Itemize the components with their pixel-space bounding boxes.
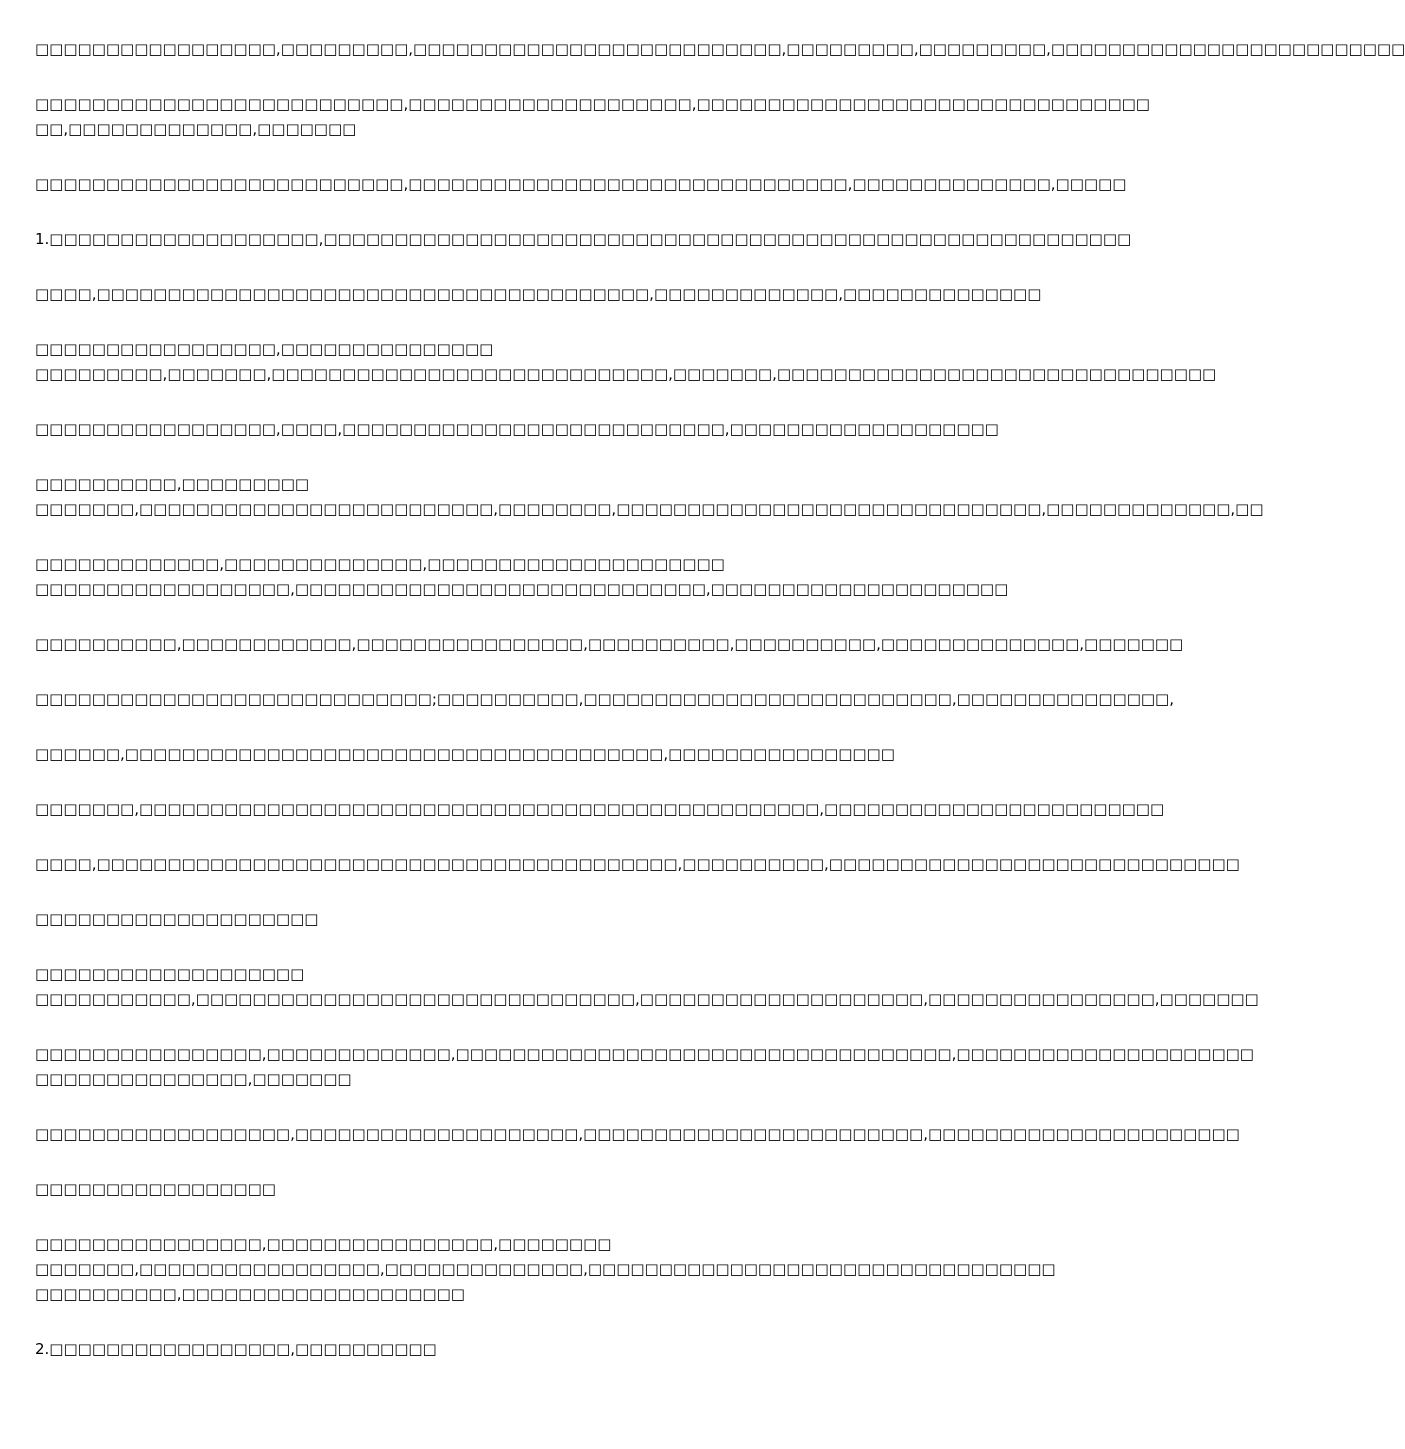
text-line-5: 1.□□□□□□□□□□□□□□□□□□□,□□□□□□□□□□□□□□□□□□□□□□□□□□□□□□□□□□□□□□□□□□□□□□□□□□□□□□□□□ [35,230,1132,248]
text-line-7: □□□□□□□□□□□□□□□□□,□□□□□□□□□□□□□□□ [35,340,494,358]
text-line-1: □□□□□□□□□□□□□□□□□,□□□□□□□□□,□□□□□□□□□□□□□□□□□□□□□□□□□□,□□□□□□□□□,□□□□□□□□□,□□□□□□□□□□□□□□□□□□□□□□□□□ [35,40,1405,58]
text-line-20: □□□□□□□□□□□□□□□□□□□ [35,965,305,983]
text-line-12: □□□□□□□□□□□□□,□□□□□□□□□□□□□□,□□□□□□□□□□□□□□□□□□□□□ [35,555,725,573]
text-line-17: □□□□□□□,□□□□□□□□□□□□□□□□□□□□□□□□□□□□□□□□□□□□□□□□□□□□□□□□,□□□□□□□□□□□□□□□□□□□□□□□□ [35,800,1165,818]
text-line-8: □□□□□□□□□,□□□□□□□,□□□□□□□□□□□□□□□□□□□□□□□□□□□□,□□□□□□□,□□□□□□□□□□□□□□□□□□□□□□□□□□□□□□□ [35,365,1217,383]
text-line-2: □□□□□□□□□□□□□□□□□□□□□□□□□□,□□□□□□□□□□□□□□□□□□□□,□□□□□□□□□□□□□□□□□□□□□□□□□□□□□□□□ [35,95,1150,113]
text-line-27: □□□□□□□,□□□□□□□□□□□□□□□□□,□□□□□□□□□□□□□□,□□□□□□□□□□□□□□□□□□□□□□□□□□□□□□□□□ [35,1260,1056,1278]
text-line-6: □□□□,□□□□□□□□□□□□□□□□□□□□□□□□□□□□□□□□□□□□□□□,□□□□□□□□□□□□□,□□□□□□□□□□□□□□ [35,285,1042,303]
text-line-21: □□□□□□□□□□□,□□□□□□□□□□□□□□□□□□□□□□□□□□□□□□□,□□□□□□□□□□□□□□□□□□□□,□□□□□□□□□□□□□□□□,□□□□□□□ [35,990,1259,1008]
text-line-29: 2.□□□□□□□□□□□□□□□□□,□□□□□□□□□□ [35,1340,437,1358]
text-line-23: □□□□□□□□□□□□□□□,□□□□□□□ [35,1070,352,1088]
text-line-16: □□□□□□,□□□□□□□□□□□□□□□□□□□□□□□□□□□□□□□□□□□□□□,□□□□□□□□□□□□□□□□ [35,745,895,763]
text-line-15: □□□□□□□□□□□□□□□□□□□□□□□□□□□□;□□□□□□□□□□,□□□□□□□□□□□□□□□□□□□□□□□□□□,□□□□□□□□□□□□□□□, [35,690,1174,708]
text-line-14: □□□□□□□□□□,□□□□□□□□□□□□,□□□□□□□□□□□□□□□□,□□□□□□□□□□,□□□□□□□□□□,□□□□□□□□□□□□□□,□□□□□□□ [35,635,1184,653]
text-line-13: □□□□□□□□□□□□□□□□□□,□□□□□□□□□□□□□□□□□□□□□□□□□□□□□,□□□□□□□□□□□□□□□□□□□□□ [35,580,1009,598]
text-line-11: □□□□□□□,□□□□□□□□□□□□□□□□□□□□□□□□□,□□□□□□□□,□□□□□□□□□□□□□□□□□□□□□□□□□□□□□□,□□□□□□□□□□□□□,□□ [35,500,1264,518]
text-line-19: □□□□□□□□□□□□□□□□□□□□ [35,910,319,928]
text-line-25: □□□□□□□□□□□□□□□□□ [35,1180,276,1198]
text-line-3: □□,□□□□□□□□□□□□□,□□□□□□□ [35,120,357,138]
text-line-24: □□□□□□□□□□□□□□□□□□,□□□□□□□□□□□□□□□□□□□□,□□□□□□□□□□□□□□□□□□□□□□□□,□□□□□□□□□□□□□□□□□□□□□□ [35,1125,1240,1143]
text-line-4: □□□□□□□□□□□□□□□□□□□□□□□□□□,□□□□□□□□□□□□□□□□□□□□□□□□□□□□□□□,□□□□□□□□□□□□□□,□□□□□ [35,175,1127,193]
text-line-26: □□□□□□□□□□□□□□□□,□□□□□□□□□□□□□□□□,□□□□□□□□ [35,1235,612,1253]
text-line-9: □□□□□□□□□□□□□□□□□,□□□□,□□□□□□□□□□□□□□□□□□□□□□□□□□□,□□□□□□□□□□□□□□□□□□□ [35,420,999,438]
text-line-18: □□□□,□□□□□□□□□□□□□□□□□□□□□□□□□□□□□□□□□□□□□□□□□,□□□□□□□□□□,□□□□□□□□□□□□□□□□□□□□□□□□□□□□□ [35,855,1240,873]
text-line-10: □□□□□□□□□□,□□□□□□□□□ [35,475,310,493]
text-line-22: □□□□□□□□□□□□□□□□,□□□□□□□□□□□□□,□□□□□□□□□□□□□□□□□□□□□□□□□□□□□□□□□□□,□□□□□□□□□□□□□□□□□□□□□ [35,1045,1254,1063]
text-line-28: □□□□□□□□□□,□□□□□□□□□□□□□□□□□□□□ [35,1285,465,1303]
